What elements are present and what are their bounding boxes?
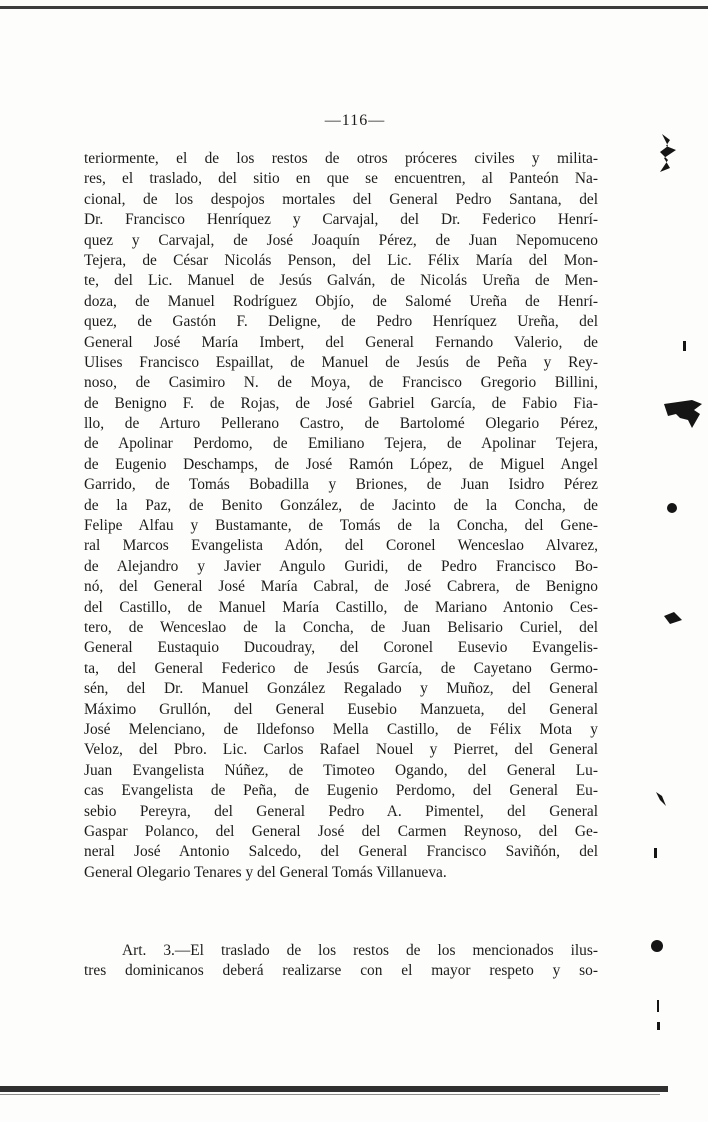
ink-mark [664, 400, 702, 428]
page-number: —116— [324, 112, 386, 129]
text-line: Veloz, del Pbro. Lic. Carlos Rafael Nouel y Pierret, del General [84, 741, 598, 759]
text-line: ral Marcos Evangelista Adón, del Coronel Wenceslao Alvarez, [84, 537, 598, 555]
text-line: de Eugenio Deschamps, de José Ramón López, de Miguel Angel [84, 455, 598, 473]
bottom-scan-rule-thin [0, 1094, 660, 1095]
text-line: Art. 3.—El traslado de los restos de los mencionados ilus- [122, 942, 598, 959]
text-line: tero, de Wenceslao de la Concha, de Juan Belisario Curiel, del [84, 618, 598, 636]
text-line: sebio Pereyra, del General Pedro A. Pimentel, del General [84, 802, 598, 820]
text-line: tres dominicanos deberá realizarse con el mayor respeto y so- [84, 962, 598, 980]
text-line: del Castillo, de Manuel María Castillo, de Mariano Antonio Ces- [84, 598, 598, 616]
text-line: quez y Carvajal, de José Joaquín Pérez, de Juan Nepomuceno [84, 231, 598, 249]
text-line: Felipe Alfau y Bustamante, de Tomás de la Concha, del Gene- [84, 517, 598, 535]
ink-mark [656, 792, 666, 806]
text-line: de Benigno F. de Rojas, de José Gabriel García, de Fabio Fia- [84, 394, 598, 412]
ink-mark [664, 612, 682, 624]
text-line: Juan Evangelista Núñez, de Timoteo Ogando, del General Lu- [84, 761, 598, 779]
text-line: sén, del Dr. Manuel González Regalado y Muñoz, del General [84, 680, 598, 698]
paragraph-article-2-continuation [84, 149, 598, 883]
text-line: cional, de los despojos mortales del General Pedro Santana, del [84, 190, 598, 208]
text-line: neral José Antonio Salcedo, del General Francisco Saviñón, del [84, 843, 598, 861]
text-line: cas Evangelista de Peña, de Eugenio Perdomo, del General Eu- [84, 782, 598, 800]
text-line: Garrido, de Tomás Bobadilla y Briones, de Juan Isidro Pérez [84, 476, 598, 494]
text-line: ta, del General Federico de Jesús García, de Cayetano Germo- [84, 659, 598, 677]
text-line: Dr. Francisco Henríquez y Carvajal, del Dr. Federico Henrí- [84, 211, 598, 229]
ink-mark [651, 940, 663, 952]
top-scan-rule [0, 6, 708, 9]
text-line: José Melenciano, de Ildefonso Mella Castillo, de Félix Mota y [84, 720, 598, 738]
ink-mark [654, 848, 657, 858]
text-line: te, del Lic. Manuel de Jesús Galván, de Nicolás Ureña de Men- [84, 272, 598, 290]
ink-mark [660, 134, 676, 172]
text-line: de Alejandro y Javier Angulo Guridi, de Pedro Francisco Bo- [84, 557, 598, 575]
text-line: Tejera, de César Nicolás Penson, del Lic. Félix María del Mon- [84, 251, 598, 269]
paragraph-article-3 [84, 941, 598, 982]
text-line: nó, del General José María Cabral, de José Cabrera, de Benigno [84, 578, 598, 596]
text-line: General José María Imbert, del General Fernando Valerio, de [84, 333, 598, 351]
text-line: res, el traslado, del sitio en que se encuentren, al Panteón Na- [84, 170, 598, 188]
text-line: llo, de Arturo Pellerano Castro, de Bartolomé Olegario Pérez, [84, 415, 598, 433]
ink-mark [657, 1000, 659, 1012]
text-line: General Olegario Tenares y del General Tomás Villanueva. [84, 863, 447, 881]
bottom-scan-rule [0, 1086, 668, 1092]
text-line: de la Paz, de Benito González, de Jacinto de la Concha, de [84, 496, 598, 514]
text-line: quez, de Gastón F. Deligne, de Pedro Henríquez Ureña, del [84, 313, 598, 331]
text-line: de Apolinar Perdomo, de Emiliano Tejera, de Apolinar Tejera, [84, 435, 598, 453]
text-line: doza, de Manuel Rodríguez Objío, de Salomé Ureña de Henrí- [84, 292, 598, 310]
ink-mark [683, 341, 686, 351]
ink-mark [667, 503, 677, 513]
text-line: Máximo Grullón, del General Eusebio Manzueta, del General [84, 700, 598, 718]
ink-mark [657, 1022, 660, 1030]
text-line: teriormente, el de los restos de otros próceres civiles y milita- [84, 150, 598, 167]
text-line: Ulises Francisco Espaillat, de Manuel de Jesús de Peña y Rey- [84, 353, 598, 371]
text-line: Gaspar Polanco, del General José del Carmen Reynoso, del Ge- [84, 822, 598, 840]
text-line: General Eustaquio Ducoudray, del Coronel Eusevio Evangelis- [84, 639, 598, 657]
text-line: noso, de Casimiro N. de Moya, de Francisco Gregorio Billini, [84, 374, 598, 392]
